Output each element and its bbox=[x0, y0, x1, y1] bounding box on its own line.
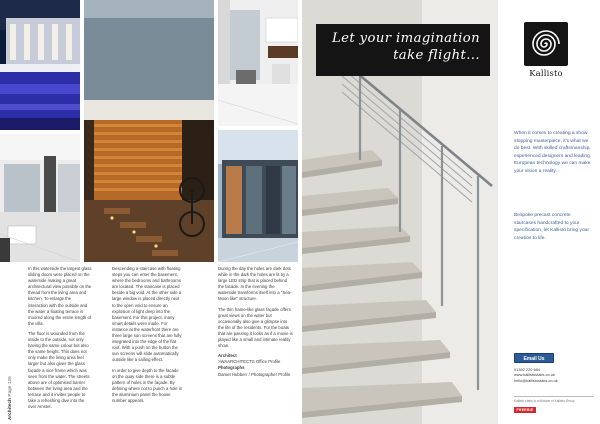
credit-photographs-link[interactable]: Damet Hubberr / Photographer Profile bbox=[218, 371, 291, 377]
article-paragraph: During the day the holes are dark dots while in the dark the holes are lit by a large LED strip that is placed behind the facade. In the evening the waterside transforms itself into a "Sea-Moon like" structure. bbox=[218, 266, 292, 302]
divider bbox=[514, 396, 594, 397]
tagline-line-2: take flight... bbox=[393, 48, 480, 63]
advert-side-panel bbox=[498, 0, 600, 424]
article-paragraph: In order to give depth to the facade on the quay side there is a subtle pattern of holes in the façade. By defining where not to punch a hole in the aluminium panel the house number appears. bbox=[112, 367, 183, 403]
photo-kitchen-interior bbox=[218, 0, 298, 126]
article-column-1 bbox=[28, 266, 92, 414]
tagline-line-1: Let your imagination bbox=[332, 31, 480, 46]
photo-glass-facade-dusk bbox=[218, 130, 298, 262]
email-link[interactable]: hello@kallistostairs.co.uk bbox=[514, 377, 558, 383]
phone-number: 01392 220 684 bbox=[514, 367, 540, 372]
magazine-name: Architech bbox=[7, 397, 12, 420]
spiral-logo-icon bbox=[524, 22, 568, 66]
article-column-2 bbox=[112, 266, 184, 408]
promo-paragraph: Bespoke precast concrete staircases handcrafted to your specification, let Kallisto bring your creation to life. bbox=[514, 213, 590, 241]
article-paragraph: The thin frame-like glass façade offers great views on the water but occasionally also give a glimpse into the life of the residents. For the boats that are passing it looks as if a movie is played like a small and intimate reality show. bbox=[218, 306, 293, 349]
brand-name: Kallisto bbox=[529, 68, 563, 78]
article-column-3 bbox=[218, 266, 294, 378]
credits bbox=[218, 353, 294, 377]
tagline-banner bbox=[316, 24, 490, 76]
photo-villa-night-waterside bbox=[0, 0, 80, 130]
fine-print: Kallisto stairs is a division of Kallisto Group bbox=[514, 399, 575, 403]
article-paragraph: The floor is wounded from the inside to the outside, not only having the same colour but also the same height. This does not only make the living area feel larger but also gives the glass façade a nice frame which was seen from the water. The streets above are of optimised barrier between the living area and the terrace and it invites people to take a refreshing dive into the river Amstel. bbox=[28, 330, 90, 410]
website-link[interactable]: www.kallistostairs.co.uk bbox=[514, 372, 555, 378]
article-paragraph: In this waterside the largest glass sliding doors were placed on the waterside making a great architectural view possible on the thread from the living area and kitchen. To enlarge the interaction with the outside and the water a floating terrace is moored along the entire length of the villa. bbox=[28, 266, 92, 326]
credit-architect-label: Architect bbox=[218, 353, 237, 359]
promo-paragraph: When it comes to creating a show stopping masterpiece, it's what we do best. With skilled craftsmanship, experienced designers and leading European technology we can make your vision a reality. bbox=[514, 131, 591, 174]
brand-logo bbox=[524, 22, 568, 82]
photo-wooden-staircase-lit bbox=[84, 0, 214, 262]
photo-living-room-glass bbox=[0, 134, 80, 262]
page-footer bbox=[7, 376, 12, 420]
credit-architect-link[interactable]: >WAARCHITECTS Office Profile bbox=[218, 359, 281, 365]
contact-details bbox=[514, 367, 592, 383]
page-number: Page 126 bbox=[7, 376, 12, 397]
response-badge: FREEBIE bbox=[514, 407, 536, 413]
email-us-button[interactable]: Email Us bbox=[514, 353, 554, 363]
article-paragraph: Descending a staircase with floating steps you can enter the basement, where the bedrooms and bathrooms are located. The staircase is placed beside a big void. At the other side a large window is placed directly next to the open void to ensure an explosion of light deep into the basement. For this project, many smart details were made. For instance at the waterfront there are three large sun screens that are fully integrated into the edge of the flat roof. With a push on the button the sun screens will slide automatically outside like a sailing effect. bbox=[112, 266, 182, 363]
credit-photographs-label: Photographs bbox=[218, 365, 245, 371]
